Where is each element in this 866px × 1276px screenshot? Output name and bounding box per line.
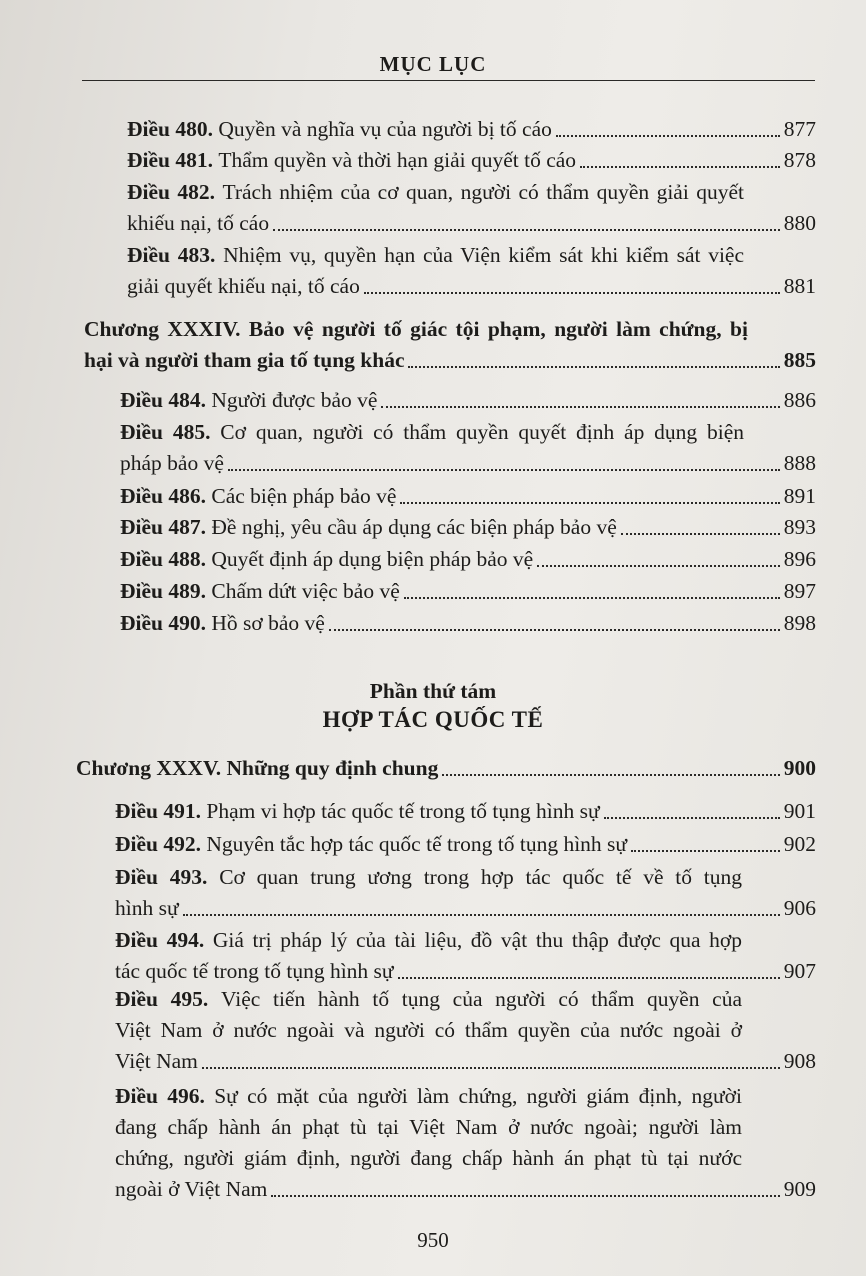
page-number: 877	[783, 117, 816, 141]
dot-leader	[621, 532, 780, 535]
page-number: 901	[783, 799, 816, 823]
entry-text: Quyền và nghĩa vụ của người bị tố cáo	[218, 117, 552, 141]
entry-text: Đề nghị, yêu cầu áp dụng các biện pháp bảo vệ	[211, 515, 617, 539]
entry-text-cont: tác quốc tế trong tố tụng hình sự	[115, 959, 394, 983]
toc-entry-484	[120, 385, 816, 416]
dot-leader	[381, 405, 779, 408]
toc-entry-494	[115, 925, 816, 987]
running-header: MỤC LỤC	[379, 52, 487, 76]
toc-entry-492	[115, 829, 816, 860]
toc-chapter-35	[76, 753, 816, 784]
article-number: Điều 490.	[120, 611, 206, 635]
toc-entry-487	[120, 512, 816, 543]
page-number: 880	[783, 211, 816, 235]
dot-leader	[329, 628, 780, 631]
entry-text-cont: hình sự	[115, 896, 179, 920]
toc-entry-480	[127, 114, 816, 145]
entry-text-cont: pháp bảo vệ	[120, 451, 224, 475]
toc-entry-490	[120, 608, 816, 639]
dot-leader	[271, 1194, 779, 1197]
page-number: 902	[783, 832, 816, 856]
toc-entry-483	[127, 240, 816, 302]
header-rule	[82, 80, 815, 81]
entry-text: Chấm dứt việc bảo vệ	[211, 579, 400, 603]
dot-leader	[364, 291, 780, 294]
page-number: 893	[783, 515, 816, 539]
toc-entry-486	[120, 481, 816, 512]
article-number: Điều 483.	[127, 243, 216, 267]
article-number: Điều 487.	[120, 515, 206, 539]
article-number: Điều 481.	[127, 148, 213, 172]
article-number: Điều 488.	[120, 547, 206, 571]
toc-chapter-34	[84, 314, 816, 376]
page-number: 891	[783, 484, 816, 508]
page-number: 908	[783, 1049, 816, 1073]
dot-leader	[631, 849, 780, 852]
entry-text-cont: Việt Nam ở nước ngoài và người có thẩm quyền của nước ngoài ở	[115, 1018, 742, 1042]
toc-entry-485	[120, 417, 816, 479]
dot-leader	[408, 365, 779, 368]
page-folio: 950	[417, 1228, 449, 1252]
entry-text: Giá trị pháp lý của tài liệu, đồ vật thu thập được qua hợp	[212, 928, 743, 952]
chapter-title-cont: hại và người tham gia tố tụng khác	[84, 348, 405, 372]
dot-leader	[580, 165, 780, 168]
dot-leader	[273, 228, 780, 231]
entry-text: Các biện pháp bảo vệ	[211, 484, 397, 508]
entry-text: Phạm vi hợp tác quốc tế trong tố tụng hình sự	[206, 799, 600, 823]
entry-text-cont: Việt Nam	[115, 1049, 198, 1073]
toc-entry-481	[127, 145, 816, 176]
entry-text: Thẩm quyền và thời hạn giải quyết tố cáo	[218, 148, 577, 172]
part-subtitle: Phần thứ tám	[369, 679, 497, 703]
part-title: HỢP TÁC QUỐC TẾ	[322, 707, 544, 732]
chapter-title: Chương XXXV. Những quy định chung	[76, 756, 439, 780]
article-number: Điều 491.	[115, 799, 201, 823]
page-number: 896	[783, 547, 816, 571]
dot-leader	[202, 1066, 780, 1069]
article-number: Điều 492.	[115, 832, 201, 856]
chapter-title: Chương XXXIV. Bảo vệ người tố giác tội phạm, người làm chứng, bị	[84, 317, 748, 341]
article-number: Điều 496.	[115, 1084, 205, 1108]
toc-entry-493	[115, 862, 816, 924]
entry-text-cont: ngoài ở Việt Nam	[115, 1177, 268, 1201]
dot-leader	[228, 468, 780, 471]
article-number: Điều 486.	[120, 484, 206, 508]
toc-entry-491	[115, 796, 816, 827]
page-number: 897	[783, 579, 816, 603]
dot-leader	[556, 134, 780, 137]
dot-leader	[604, 816, 780, 819]
entry-text-cont: chứng, người giám định, người đang chấp hành án phạt tù tại nước	[115, 1146, 742, 1170]
entry-text: Nguyên tắc hợp tác quốc tế trong tố tụng hình sự	[206, 832, 628, 856]
dot-leader	[398, 976, 780, 979]
entry-text: Nhiệm vụ, quyền hạn của Viện kiểm sát khi kiểm sát việc	[223, 243, 745, 267]
entry-text-cont: giải quyết khiếu nại, tố cáo	[127, 274, 360, 298]
page-number: 906	[783, 896, 816, 920]
entry-text-cont: đang chấp hành án phạt tù tại Việt Nam ở nước ngoài; người làm	[115, 1115, 742, 1139]
entry-text: Cơ quan, người có thẩm quyền quyết định áp dụng biện	[220, 420, 745, 444]
entry-text: Hồ sơ bảo vệ	[211, 611, 325, 635]
entry-text: Trách nhiệm của cơ quan, người có thẩm quyền giải quyết	[222, 180, 745, 204]
article-number: Điều 489.	[120, 579, 206, 603]
article-number: Điều 493.	[115, 865, 208, 889]
dot-leader	[400, 501, 779, 504]
article-number: Điều 485.	[120, 420, 211, 444]
dot-leader	[183, 913, 780, 916]
toc-entry-482	[127, 177, 816, 239]
page-number: 885	[783, 348, 816, 372]
page-number: 907	[783, 959, 816, 983]
page-number: 898	[783, 611, 816, 635]
entry-text: Sự có mặt của người làm chứng, người giám định, người	[214, 1084, 743, 1108]
dot-leader	[537, 564, 780, 567]
page-number: 909	[783, 1177, 816, 1201]
page-number: 886	[783, 388, 816, 412]
entry-text-cont: khiếu nại, tố cáo	[127, 211, 270, 235]
page-number: 878	[783, 148, 816, 172]
toc-entry-489	[120, 576, 816, 607]
page-number: 888	[783, 451, 816, 475]
entry-text: Cơ quan trung ương trong hợp tác quốc tế về tố tụng	[219, 865, 742, 889]
entry-text: Việc tiến hành tố tụng của người có thẩm quyền của	[221, 987, 743, 1011]
entry-text: Quyết định áp dụng biện pháp bảo vệ	[211, 547, 534, 571]
article-number: Điều 482.	[127, 180, 216, 204]
article-number: Điều 484.	[120, 388, 206, 412]
toc-entry-495	[115, 984, 816, 1077]
page-number: 881	[783, 274, 816, 298]
article-number: Điều 480.	[127, 117, 213, 141]
article-number: Điều 495.	[115, 987, 209, 1011]
toc-entry-488	[120, 544, 816, 575]
toc-entry-496	[115, 1081, 816, 1205]
dot-leader	[442, 773, 779, 776]
dot-leader	[404, 596, 780, 599]
page-number: 900	[783, 756, 816, 780]
article-number: Điều 494.	[115, 928, 205, 952]
entry-text: Người được bảo vệ	[211, 388, 378, 412]
